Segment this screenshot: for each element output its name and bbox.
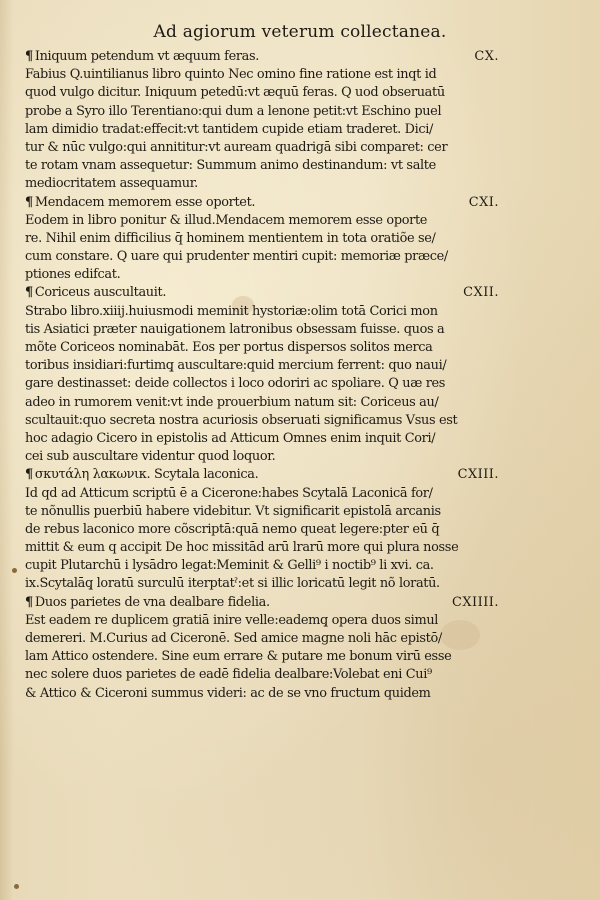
text-line: scultauit:quo secreta nostra acuriosis obseruati significamus Vsus est bbox=[25, 412, 458, 428]
chapter-heading bbox=[25, 466, 503, 484]
text-line: toribus insidiari:furtimq̧ auscultare:quid mercium ferrent: quo naui/ bbox=[25, 358, 447, 374]
running-head: Ad agiorum veterum collectanea. bbox=[153, 22, 447, 42]
chapter-number: CXIII. bbox=[457, 467, 499, 483]
text-line: Id qd ad Atticum scriptū ē a Cicerone:habes Scytalā Laconicā for/ bbox=[25, 485, 433, 501]
text-line: mõte Coriceos nominabāt. Eos per portus dispersos solitos merca bbox=[25, 340, 433, 355]
pilcrow-icon: ¶ bbox=[25, 467, 33, 483]
text-line: nec solere duos parietes de eadē fidelia dealbare:Volebat eni Cui⁹ bbox=[25, 667, 432, 683]
text-line: ptiones edifcat. bbox=[25, 267, 121, 283]
text-line: te rotam vnam assequetur: Summum animo destinandum: vt salte bbox=[25, 158, 436, 174]
chapter-heading bbox=[25, 594, 503, 612]
text-line: cum constare. Q uare qui prudenter mentiri cupit: memoriæ præce/ bbox=[25, 249, 448, 265]
text-line: Eodem in libro ponitur & illud.Mendacem memorem esse oporte bbox=[25, 212, 428, 228]
text-line: ix.Scytalāq̧ loratū surculū iterptatˀ:et si illic loricatū legit nõ loratū. bbox=[25, 576, 440, 592]
chapter-title-text: Mendacem memorem esse oportet. bbox=[34, 194, 256, 210]
chapter-title-text: Iniquum petendum vt æquum feras. bbox=[34, 49, 260, 64]
text-line: Est eadem re duplicem gratiā inire velle:eademq̧ opera duos simul bbox=[25, 612, 439, 628]
chapter-number: CXII. bbox=[463, 285, 499, 301]
chapter-title-text: σκυτάλη λακωνικ. Scytala laconica. bbox=[34, 467, 259, 483]
text-line: gare destinasset: deide collectos i loco odoriri ac spoliare. Q uæ res bbox=[25, 376, 446, 392]
pilcrow-icon: ¶ bbox=[25, 194, 33, 210]
text-line: lam dimidio tradat:effecit:vt tantidem cupide etiam traderet. Dici/ bbox=[25, 121, 434, 137]
text-line: adeo in rumorem venit:vt inde prouerbium natum sit: Coriceus au/ bbox=[25, 394, 439, 410]
text-line: hoc adagio Cicero in epistolis ad Atticum Omnes enim inquit Cori/ bbox=[25, 430, 436, 446]
pilcrow-icon: ¶ bbox=[25, 285, 33, 301]
chapter-title bbox=[25, 284, 166, 302]
text-line: demereri. M.Curius ad Ciceronē. Sed amice magne noli hāc epistō/ bbox=[25, 631, 442, 646]
text-line: te nõnullis puerbiū habere videbitur. Vt significarit epistolā arcanis bbox=[25, 503, 441, 519]
text-line: tis Asiatici præter nauigationem latronibus obsessam fuisse. quos a bbox=[25, 321, 445, 337]
chapter-title bbox=[25, 48, 259, 66]
text-line: Fabius Q.uintilianus libro quinto Nec omino fine ratione est inqt id bbox=[25, 67, 437, 83]
text-block bbox=[25, 48, 503, 703]
chapter-heading bbox=[25, 194, 503, 212]
text-line: de rebus laconico more cõscriptā:quā nemo queat legere:pter eū q̄ bbox=[25, 521, 440, 537]
text-line: mediocritatem assequamur. bbox=[25, 176, 198, 192]
chapter-title bbox=[25, 194, 255, 212]
text-line: quod vulgo dicitur. Iniquum petedū:vt æquū feras. Q uod obseruatū bbox=[25, 85, 445, 101]
text-line: cei sub auscultare videntur quod loquor. bbox=[25, 449, 276, 465]
pilcrow-icon: ¶ bbox=[25, 594, 33, 610]
chapter-title-text: Coriceus auscultauit. bbox=[34, 285, 167, 301]
chapter-title bbox=[25, 466, 258, 484]
text-line: mittit & eum q accipit De hoc missitād arū lrarū more qui plura nosse bbox=[25, 540, 459, 556]
text-line: lam Attico ostendere. Sine eum errare & putare me bonum virū esse bbox=[25, 649, 452, 665]
chapter-number: CX. bbox=[474, 49, 499, 64]
text-line: probe a Syro illo Terentiano:qui dum a lenone petit:vt Eschino puel bbox=[25, 103, 442, 119]
chapter-title-text: Duos parietes de vna dealbare fidelia. bbox=[34, 594, 270, 610]
text-line: cupit Plutarchū i lysādro legat:Meminit & Gelli⁹ i noctib⁹ li xvi. ca. bbox=[25, 558, 434, 574]
chapter-number: CXI. bbox=[468, 194, 499, 210]
pilcrow-icon: ¶ bbox=[25, 49, 33, 64]
chapter-title bbox=[25, 594, 270, 612]
chapter-heading bbox=[25, 284, 503, 302]
text-line: Strabo libro.xiiij.huiusmodi meminit hystoriæ:olim totā Corici mon bbox=[25, 303, 438, 319]
text-line: tur & nūc vulgo:qui annititur:vt auream quadrigā sibi comparet: cer bbox=[25, 139, 448, 155]
chapter-number: CXIIII. bbox=[451, 594, 499, 610]
text-line: & Attico & Ciceroni summus videri: ac de se vno fructum quidem bbox=[25, 685, 431, 701]
text-line: re. Nihil enim difficilius q̄ hominem mentientem in tota oratiõe se/ bbox=[25, 230, 436, 246]
worm-hole bbox=[14, 884, 19, 889]
worm-hole bbox=[12, 568, 17, 573]
chapter-heading bbox=[25, 48, 503, 66]
